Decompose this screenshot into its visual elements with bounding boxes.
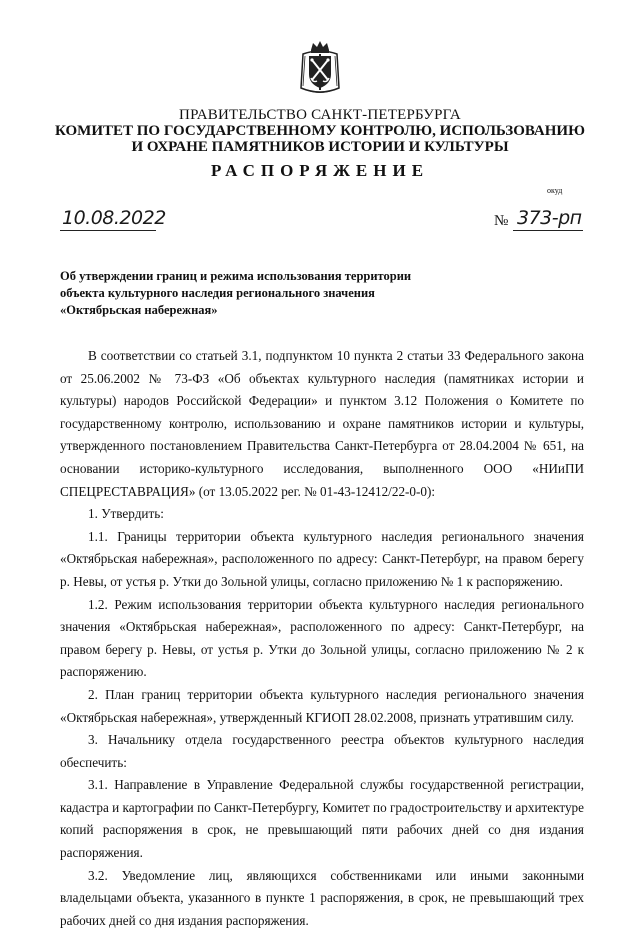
- paragraph-item-1-1: 1.1. Границы территории объекта культурного наследия регионального значения «Октябрьская набережная», расположенного по адресу: Санкт-Петербург, на правом берегу р. Невы, от устья р. Утки до Зольной улицы, согласно приложению № 1 к распоряжению.: [60, 528, 584, 589]
- paragraph-item-1: 1. Утвердить:: [88, 506, 164, 522]
- paragraph-item-3-1: 3.1. Направление в Управление Федеральной службы государственной регистрации, кадастра и картографии по Санкт-Петербургу, Комитет по градостроительству и архитектуре копий распоряжения в срок, не превышающий пяти рабочих дней со дня издания распоряжения.: [60, 777, 584, 861]
- subject-line: Об утверждении границ и режима использования территории: [60, 269, 412, 283]
- paragraph-preamble: В соответствии со статьей 3.1, подпунктом 10 пункта 2 статьи 33 Федерального закона от 25.06.2002 № 73-ФЗ «Об объектах культурного наследия (памятниках истории и культуры) народов Российской Федерации» и пунктом 3.12 Положения о Комитете по государственному контролю, использованию и охране памятников истории и культуры, утвержденного постановлением Правительства Санкт-Петербурга от 28.04.2004 № 651, на основании историко-культурного исследования, выполненного ООО «НИиПИ СПЕЦРЕСТАВРАЦИЯ» (от 13.05.2022 рег. № 01-43-12412/22-0-0):: [60, 348, 584, 499]
- document-date: 10.08.2022: [62, 207, 166, 229]
- committee-name-line2: И ОХРАНЕ ПАМЯТНИКОВ ИСТОРИИ И КУЛЬТУРЫ: [131, 139, 509, 155]
- paragraph-item-3-2: 3.2. Уведомление лиц, являющихся собственниками или иными законными владельцами объекта, указанного в пункте 1 распоряжения, в срок, не превышающий трех рабочих дней со дня издания распоряжения.: [60, 867, 584, 928]
- paragraph-item-3: 3. Начальнику отдела государственного реестра объектов культурного наследия обеспечить:: [60, 732, 584, 770]
- subject-line: объекта культурного наследия регионального значения: [60, 286, 375, 300]
- subject-line: «Октябрьская набережная»: [60, 303, 218, 317]
- government-name: ПРАВИТЕЛЬСТВО САНКТ-ПЕТЕРБУРГА: [179, 107, 461, 123]
- document-number: 373-рп: [517, 207, 582, 229]
- number-underline: [513, 230, 583, 231]
- document-body: [60, 345, 584, 932]
- okud-label: окуд: [547, 186, 563, 195]
- coat-of-arms-emblem: [297, 40, 343, 96]
- date-underline: [60, 230, 156, 231]
- paragraph-item-2: 2. План границ территории объекта культурного наследия регионального значения «Октябрьская набережная», утвержденный КГИОП 28.02.2008, признать утратившим силу.: [60, 686, 584, 725]
- document-subject: [60, 268, 480, 319]
- number-label: №: [494, 213, 509, 229]
- paragraph-item-1-2: 1.2. Режим использования территории объекта культурного наследия регионального значения «Октябрьская набережная», расположенного по адресу: Санкт-Петербург, на правом берегу р. Невы, от устья р. Утки до Зольной улицы, согласно приложению № 2 к распоряжению.: [60, 596, 584, 680]
- committee-name-line1: КОМИТЕТ ПО ГОСУДАРСТВЕННОМУ КОНТРОЛЮ, ИСПОЛЬЗОВАНИЮ: [55, 123, 585, 139]
- document-type-title: РАСПОРЯЖЕНИЕ: [210, 161, 430, 180]
